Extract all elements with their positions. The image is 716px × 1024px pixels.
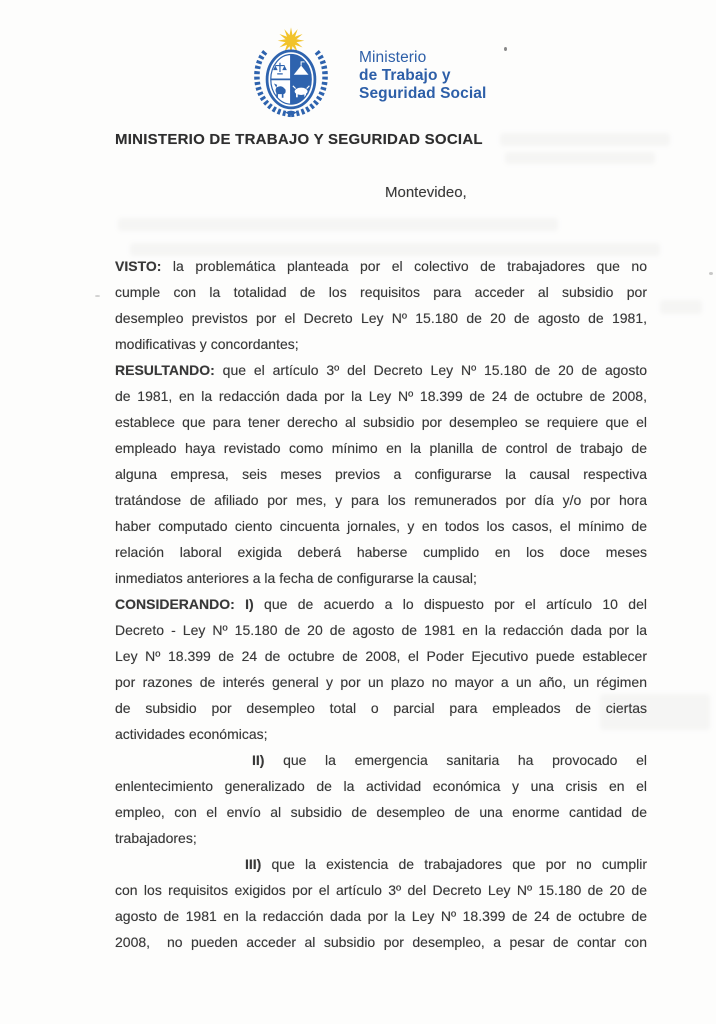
scan-smudge xyxy=(660,300,702,314)
text-line: actividades económicas; xyxy=(115,726,268,742)
place-date-line: Montevideo, xyxy=(385,184,467,201)
text-line: CONSIDERANDO: I) que de acuerdo a lo dispuesto por el artículo 10 del xyxy=(115,596,647,612)
logo-line-seguridad-social: Seguridad Social xyxy=(359,85,487,102)
text-line: alguna empresa, seis meses previos a configurarse la causal respectiva xyxy=(115,466,647,482)
text-line: por razones de interés general y por un plazo no mayor a un año, un régimen xyxy=(115,674,647,690)
scan-speck xyxy=(95,295,100,297)
text-line: RESULTANDO: que el artículo 3º del Decreto Ley Nº 15.180 de 20 de agosto xyxy=(115,362,647,378)
paragraph-resultando xyxy=(115,357,647,591)
scan-speck xyxy=(709,272,713,275)
text-line: de subsidio por desempleo total o parcial para empleados de ciertas xyxy=(115,700,647,716)
text-line: Ley Nº 18.399 de 24 de octubre de 2008, el Poder Ejecutivo puede establecer xyxy=(115,648,647,664)
text-line: Decreto - Ley Nº 15.180 de 20 de agosto de 1981 en la redacción dada por la xyxy=(115,622,647,638)
scan-smudge xyxy=(500,133,670,146)
document-title: MINISTERIO DE TRABAJO Y SEGURIDAD SOCIAL xyxy=(115,131,483,148)
uruguay-coat-of-arms-icon xyxy=(245,26,337,118)
text-line: cumple con la totalidad de los requisitos para acceder al subsidio por xyxy=(115,284,647,300)
text-line: relación laboral exigida deberá haberse cumplido en los doce meses xyxy=(115,544,647,560)
text-line: II) que la emergencia sanitaria ha provocado el xyxy=(252,752,647,768)
text-line: empleo, con el envío al subsidio de desempleo de una enorme cantidad de xyxy=(115,804,647,820)
text-line: 2008, no pueden acceder al subsidio por desempleo, a pesar de contar con xyxy=(115,934,647,950)
text-line: establece que para tener derecho al subsidio por desempleo se requiere que el xyxy=(115,414,647,430)
document-body xyxy=(115,253,647,955)
text-line: enlentecimiento generalizado de la actividad económica y una crisis en el xyxy=(115,778,647,794)
text-line: agosto de 1981 en la redacción dada por la Ley Nº 18.399 de 24 de octubre de xyxy=(115,908,647,924)
paragraph-visto xyxy=(115,253,647,357)
text-line: empleado haya revistado como mínimo en la planilla de control de trabajo de xyxy=(115,440,647,456)
paragraph-considerando-ii xyxy=(115,747,647,851)
text-line: inmediatos anteriores a la fecha de configurarse la causal; xyxy=(115,570,477,586)
text-line: VISTO: la problemática planteada por el colectivo de trabajadores que no xyxy=(115,258,647,274)
text-line: con los requisitos exigidos por el artículo 3º del Decreto Ley Nº 15.180 de 20 de xyxy=(115,882,647,898)
text-line: desempleo previstos por el Decreto Ley Nº 15.180 de 20 de agosto de 1981, xyxy=(115,310,647,326)
paragraph-considerando-i xyxy=(115,591,647,747)
logo-line-ministerio: Ministerio xyxy=(359,49,427,66)
text-line: trabajadores; xyxy=(115,830,197,846)
scan-smudge xyxy=(505,152,655,164)
text-line: modificativas y concordantes; xyxy=(115,336,299,352)
ministry-logo xyxy=(245,26,486,118)
logo-line-de-trabajo-y: de Trabajo y xyxy=(359,67,451,84)
scan-smudge xyxy=(118,218,558,231)
text-line: haber computado ciento cincuenta jornales, y en todos los casos, el mínimo de xyxy=(115,518,647,534)
scan-speck xyxy=(504,47,507,51)
paragraph-considerando-iii xyxy=(115,851,647,955)
text-line: tratándose de afiliado por mes, y para los remunerados por día y/o por hora xyxy=(115,492,647,508)
text-line: III) que la existencia de trabajadores que por no cumplir xyxy=(245,856,647,872)
text-line: de 1981, en la redacción dada por la Ley Nº 18.399 de 24 de octubre de 2008, xyxy=(115,388,647,404)
ministry-logo-text xyxy=(359,26,486,103)
